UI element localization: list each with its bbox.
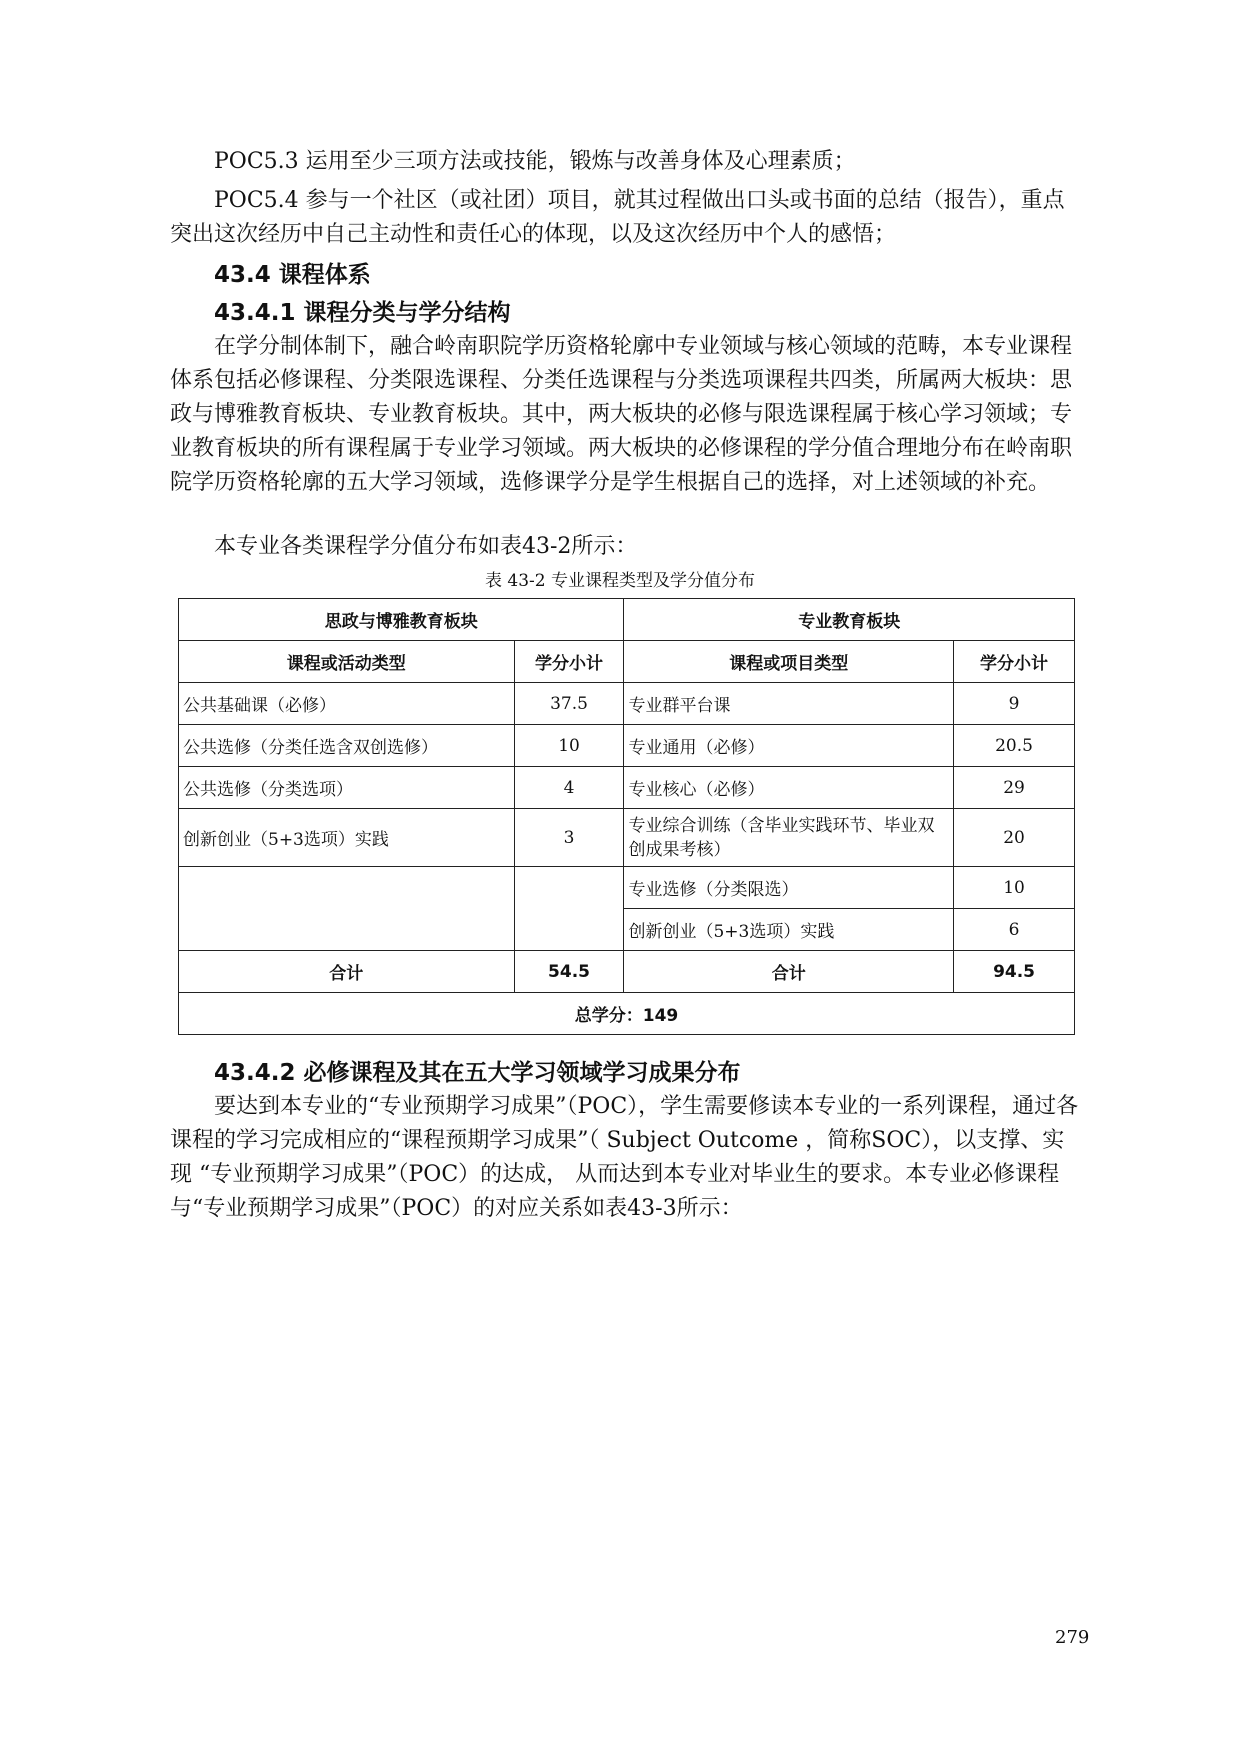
- page-number: 279: [1055, 1627, 1090, 1648]
- right-credit-cell: 6: [954, 909, 1075, 951]
- column-header-row: [179, 641, 1075, 683]
- block-header-row: [179, 599, 1075, 641]
- sum-label-right: 合计: [624, 951, 954, 993]
- right-credit-cell: 20.5: [954, 725, 1075, 767]
- left-credit-cell: 4: [514, 767, 624, 809]
- total-credits: 总学分：149: [179, 993, 1075, 1035]
- table-row: [179, 725, 1075, 767]
- section-heading-43-4-1: 43.4.1 课程分类与学分结构: [214, 300, 511, 326]
- left-type-cell: 公共选修（分类选项）: [179, 767, 515, 809]
- table-caption: 表 43-2 专业课程类型及学分值分布: [485, 571, 755, 591]
- left-type-cell: 公共选修（分类任选含双创选修）: [179, 725, 515, 767]
- right-credit-cell: 10: [954, 867, 1075, 909]
- col-right-type-header: 课程或项目类型: [624, 641, 954, 683]
- poc-5-4-text: POC5.4 参与一个社区（或社团）项目，就其过程做出口头或书面的总结（报告），重点突出这次经历中自己主动性和责任心的体现，以及这次经历中个人的感悟；: [170, 188, 1065, 247]
- poc-5-3-text: POC5.3 运用至少三项方法或技能，锻炼与改善身体及心理素质；: [214, 149, 856, 174]
- table-row: [179, 767, 1075, 809]
- right-credit-cell: 29: [954, 767, 1075, 809]
- left-type-cell-empty: [179, 867, 515, 951]
- section-heading-43-4: 43.4 课程体系: [214, 262, 371, 288]
- total-row: [179, 993, 1075, 1035]
- col-left-credit-header: 学分小计: [514, 641, 624, 683]
- section-heading-43-4-2: 43.4.2 必修课程及其在五大学习领域学习成果分布: [214, 1060, 741, 1086]
- left-type-cell: 创新创业（5+3选项）实践: [179, 809, 515, 867]
- right-credit-cell: 20: [954, 809, 1075, 867]
- table-row: [179, 809, 1075, 867]
- left-type-cell: 公共基础课（必修）: [179, 683, 515, 725]
- right-type-cell: 专业通用（必修）: [624, 725, 954, 767]
- left-credit-cell: 10: [514, 725, 624, 767]
- sum-label-left: 合计: [179, 951, 515, 993]
- sum-row: [179, 951, 1075, 993]
- left-credit-cell: 37.5: [514, 683, 624, 725]
- credit-distribution-table: [178, 598, 1075, 1035]
- col-left-type-header: 课程或活动类型: [179, 641, 515, 683]
- credit-structure-paragraph: 在学分制体制下，融合岭南职院学历资格轮廓中专业领域与核心领域的范畴，本专业课程体系包括必修课程、分类限选课程、分类任选课程与分类选项课程共四类，所属两大板块：思政与博雅教育板块、专业教育板块。其中，两大板块的必修与限选课程属于核心学习领域；专业教育板块的所有课程属于专业学习领域。两大板块的必修课程的学分值合理地分布在岭南职院学历资格轮廓的五大学习领域，选修课学分是学生根据自己的选择，对上述领域的补充。: [170, 334, 1073, 495]
- block-right-header: 专业教育板块: [624, 599, 1075, 641]
- left-credit-cell: 3: [514, 809, 624, 867]
- right-type-cell: 专业群平台课: [624, 683, 954, 725]
- table-row: [179, 683, 1075, 725]
- required-courses-paragraph: 要达到本专业的“专业预期学习成果”（POC），学生需要修读本专业的一系列课程，通过各课程的学习完成相应的“课程预期学习成果”（ Subject Outcome ，简称SOC），以支撑、实现 “专业预期学习成果”（POC）的达成， 从而达到本专业对毕业生的要求。本专业必修课程与“专业预期学习成果”（POC）的对应关系如表43-3所示：: [170, 1094, 1079, 1221]
- table-intro-paragraph: 本专业各类课程学分值分布如表43-2所示：: [214, 534, 638, 559]
- left-credit-cell-empty: [514, 867, 624, 951]
- sum-value-right: 94.5: [954, 951, 1075, 993]
- right-credit-cell: 9: [954, 683, 1075, 725]
- sum-value-left: 54.5: [514, 951, 624, 993]
- right-type-cell: 专业核心（必修）: [624, 767, 954, 809]
- right-type-cell: 专业综合训练（含毕业实践环节、毕业双创成果考核）: [624, 809, 954, 867]
- block-left-header: 思政与博雅教育板块: [179, 599, 624, 641]
- table-row: [179, 867, 1075, 909]
- right-type-cell: 专业选修（分类限选）: [624, 867, 954, 909]
- right-type-cell: 创新创业（5+3选项）实践: [624, 909, 954, 951]
- col-right-credit-header: 学分小计: [954, 641, 1075, 683]
